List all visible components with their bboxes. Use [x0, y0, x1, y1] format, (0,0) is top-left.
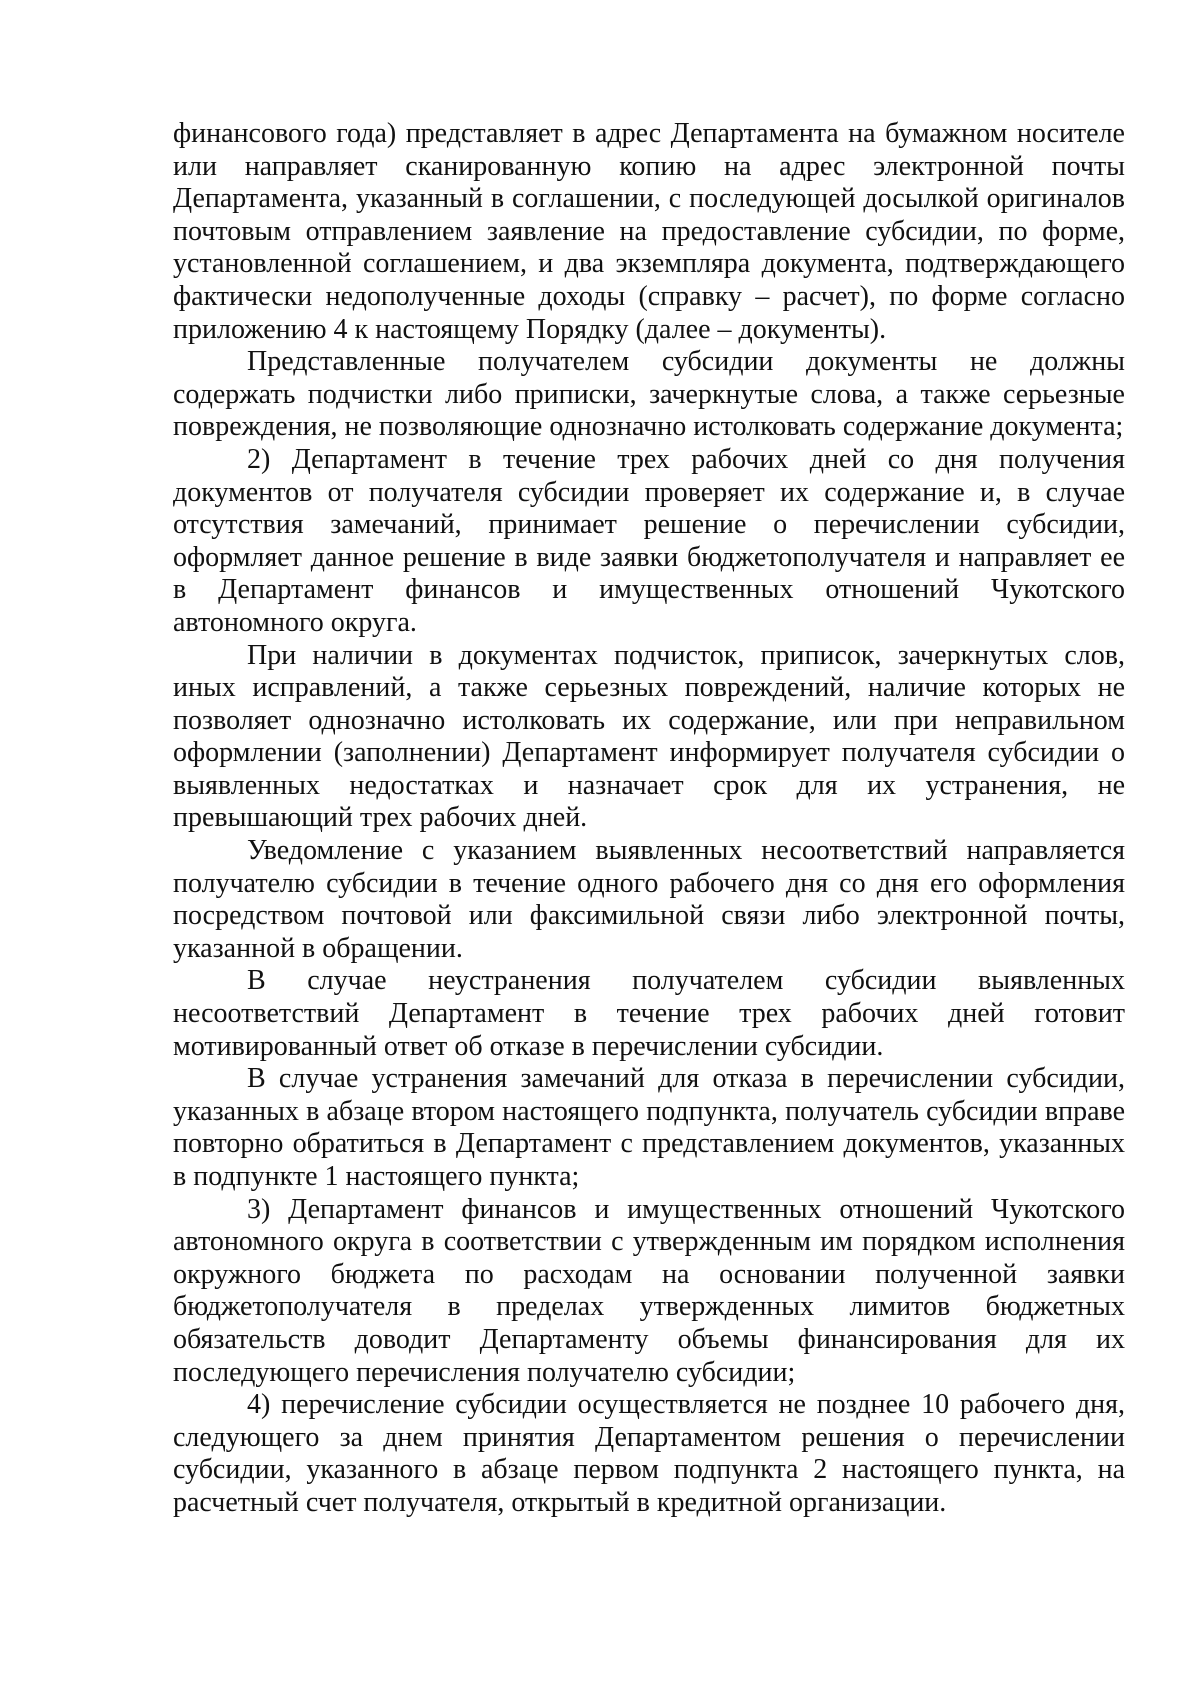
- paragraph-notification: Уведомление с указанием выявленных несоответствий направляется получателю субсидии в течение одного рабочего дня со дня его оформления посредством почтовой или факсимильной связи либо электронной почты, указанной в обращении.: [173, 835, 1125, 964]
- paragraph-item-2: 2) Департамент в течение трех рабочих дней со дня получения документов от получателя субсидии проверяет их содержание и, в случае отсутствия замечаний, принимает решение о перечислении субсидии, оформляет данное решение в виде заявки бюджетополучателя и направляет ее в Департамент финансов и имущественных отношений Чукотского автономного округа.: [173, 443, 1125, 638]
- document-body: [173, 118, 1125, 1520]
- paragraph-deficiencies: При наличии в документах подчисток, приписок, зачеркнутых слов, иных исправлений, а также серьезных повреждений, наличие которых не позволяет однозначно истолковать их содержание, или при неправильном оформлении (заполнении) Департамент информирует получателя субсидии о выявленных недостатках и назначает срок для их устранения, не превышающий трех рабочих дней.: [173, 639, 1125, 834]
- paragraph-item-4: 4) перечисление субсидии осуществляется не позднее 10 рабочего дня, следующего за днем принятия Департаментом решения о перечислении субсидии, указанного в абзаце первом подпункта 2 настоящего пункта, на расчетный счет получателя, открытый в кредитной организации.: [173, 1389, 1125, 1518]
- paragraph-item-3: 3) Департамент финансов и имущественных отношений Чукотского автономного округа в соответствии с утвержденным им порядком исполнения окружного бюджета по расходам на основании полученной заявки бюджетополучателя в пределах утвержденных лимитов бюджетных обязательств доводит Департаменту объемы финансирования для их последующего перечисления получателю субсидии;: [173, 1193, 1125, 1388]
- paragraph-refusal: В случае неустранения получателем субсидии выявленных несоответствий Департамент в течение трех рабочих дней готовит мотивированный ответ об отказе в перечислении субсидии.: [173, 965, 1125, 1062]
- paragraph-continuation: финансового года) представляет в адрес Департамента на бумажном носителе или направляет сканированную копию на адрес электронной почты Департамента, указанный в соглашении, с последующей досылкой оригиналов почтовым отправлением заявление на предоставление субсидии, по форме, установленной соглашением, и два экземпляра документа, подтверждающего фактически недополученные доходы (справку – расчет), по форме согласно приложению 4 к настоящему Порядку (далее – документы).: [173, 118, 1125, 345]
- paragraph-requirements: Представленные получателем субсидии документы не должны содержать подчистки либо приписки, зачеркнутые слова, а также серьезные повреждения, не позволяющие однозначно истолковать содержание документа;: [173, 346, 1125, 443]
- paragraph-resubmission: В случае устранения замечаний для отказа в перечислении субсидии, указанных в абзаце втором настоящего подпункта, получатель субсидии вправе повторно обратиться в Департамент с представлением документов, указанных в подпункте 1 настоящего пункта;: [173, 1063, 1125, 1192]
